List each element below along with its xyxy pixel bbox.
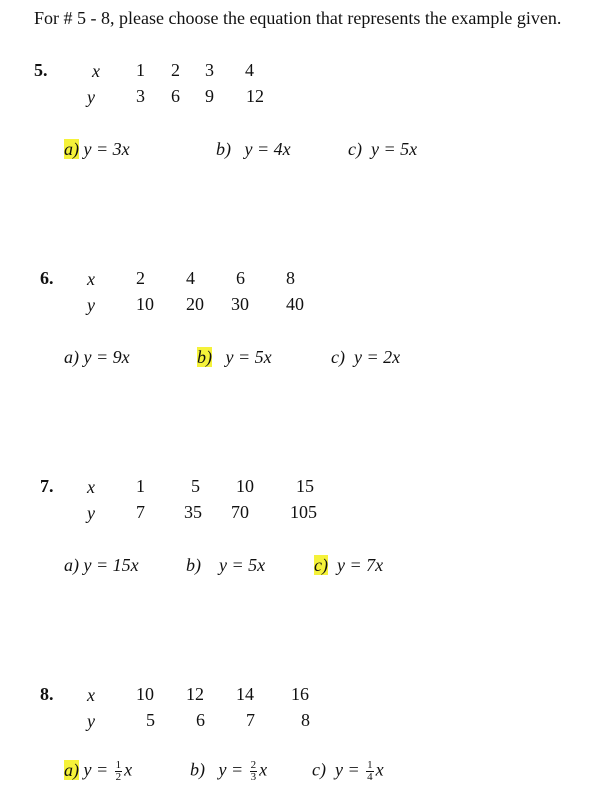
choice-letter: a) <box>64 347 79 367</box>
problem-8-x-label: x <box>87 685 95 705</box>
fraction-numerator: 1 <box>367 759 373 771</box>
problem-6-y-value: 10 <box>136 294 154 314</box>
choice-letter: a) <box>64 759 79 780</box>
choice-letter: a) <box>64 555 79 575</box>
problem-5-x-value: 2 <box>171 60 180 80</box>
fraction <box>366 760 374 783</box>
problem-5-y-value: 3 <box>136 86 145 106</box>
problem-8-y-value: 8 <box>301 710 310 730</box>
choice-equation: y = 4x <box>244 139 291 159</box>
problem-6-x-value: 6 <box>236 268 245 288</box>
choice-letter: c) <box>348 139 362 159</box>
problem-5-number: 5. <box>34 60 48 80</box>
problem-7-choice-a[interactable] <box>64 556 139 574</box>
choice-letter: a) <box>64 139 79 159</box>
problem-8-y-value: 6 <box>196 710 205 730</box>
problem-8-number: 8. <box>40 684 54 704</box>
problem-7-y-label: y <box>87 503 95 523</box>
problem-8-y-value: 7 <box>246 710 255 730</box>
problem-7-x-value: 1 <box>136 476 145 496</box>
choice-equation-prefix: y = <box>218 759 244 780</box>
choice-letter: c) <box>314 555 328 575</box>
problem-7-x-label: x <box>87 477 95 497</box>
problem-5-x-value: 1 <box>136 60 145 80</box>
problem-7-choice-c[interactable] <box>314 556 383 574</box>
problem-5-x-value: 3 <box>205 60 214 80</box>
problem-8-x-value: 14 <box>236 684 254 704</box>
choice-equation-suffix: x <box>259 759 268 780</box>
fraction-numerator: 2 <box>250 759 257 771</box>
problem-6-choice-b[interactable] <box>197 348 272 366</box>
choice-letter: b) <box>197 347 212 367</box>
problem-6-x-label: x <box>87 269 95 289</box>
problem-8-choice-a[interactable] <box>64 760 132 783</box>
problem-5-y-value: 9 <box>205 86 214 106</box>
problem-8-x-value: 10 <box>136 684 154 704</box>
problem-6-y-value: 20 <box>186 294 204 314</box>
choice-equation: y = 5x <box>219 555 266 575</box>
problem-7-y-value: 35 <box>184 502 202 522</box>
choice-equation-suffix: x <box>124 759 133 780</box>
choice-letter: b) <box>216 139 231 159</box>
choice-equation-prefix: y = <box>83 759 109 780</box>
problem-5-choice-b[interactable] <box>216 140 291 158</box>
choice-equation: y = 2x <box>353 347 401 367</box>
choice-equation: y = 15x <box>83 555 139 575</box>
problem-8-y-value: 5 <box>146 710 155 730</box>
problem-6-x-value: 2 <box>136 268 145 288</box>
problem-8-x-value: 16 <box>291 684 309 704</box>
choice-equation-prefix: y = <box>334 759 360 780</box>
fraction-numerator: 1 <box>115 759 122 771</box>
problem-5-x-value: 4 <box>245 60 254 80</box>
problem-6-number: 6. <box>40 268 54 288</box>
problem-6-choice-a[interactable] <box>64 348 130 366</box>
problem-6-choice-c[interactable] <box>331 348 400 366</box>
problem-5-x-label: x <box>92 61 100 81</box>
problem-6-x-value: 8 <box>286 268 295 288</box>
choice-letter: b) <box>186 555 201 575</box>
choice-equation: y = 5x <box>370 139 418 159</box>
problem-7-choice-b[interactable] <box>186 556 265 574</box>
problem-7-y-value: 7 <box>136 502 145 522</box>
problem-5-y-value: 12 <box>246 86 264 106</box>
problem-8-choice-b[interactable] <box>190 760 267 783</box>
problem-5-choice-a[interactable] <box>64 140 130 158</box>
choice-letter: c) <box>312 759 326 780</box>
fraction-denominator: 4 <box>367 771 373 783</box>
problem-7-y-value: 105 <box>290 502 317 522</box>
problem-7-y-value: 70 <box>231 502 249 522</box>
problem-7-number: 7. <box>40 476 54 496</box>
instructions: For # 5 - 8, please choose the equation that represents the example given. <box>34 8 562 28</box>
problem-6-x-value: 4 <box>186 268 195 288</box>
problem-8-x-value: 12 <box>186 684 204 704</box>
problem-8-choice-c[interactable] <box>312 760 384 783</box>
choice-letter: b) <box>190 759 205 780</box>
choice-equation: y = 3x <box>83 139 130 159</box>
problem-5-y-value: 6 <box>171 86 180 106</box>
problem-5-y-label: y <box>87 87 95 107</box>
problem-5-choice-c[interactable] <box>348 140 417 158</box>
problem-7-x-value: 10 <box>236 476 254 496</box>
choice-equation: y = 9x <box>83 347 130 367</box>
fraction-denominator: 3 <box>250 771 257 783</box>
problem-6-y-label: y <box>87 295 95 315</box>
choice-equation: y = 7x <box>336 555 384 575</box>
problem-7-x-value: 5 <box>191 476 200 496</box>
fraction <box>115 760 123 783</box>
choice-letter: c) <box>331 347 345 367</box>
fraction <box>250 760 258 783</box>
problem-8-y-label: y <box>87 711 95 731</box>
fraction-denominator: 2 <box>115 771 122 783</box>
problem-7-x-value: 15 <box>296 476 314 496</box>
choice-equation: y = 5x <box>225 347 272 367</box>
problem-6-y-value: 40 <box>286 294 304 314</box>
choice-equation-suffix: x <box>375 759 384 780</box>
problem-6-y-value: 30 <box>231 294 249 314</box>
